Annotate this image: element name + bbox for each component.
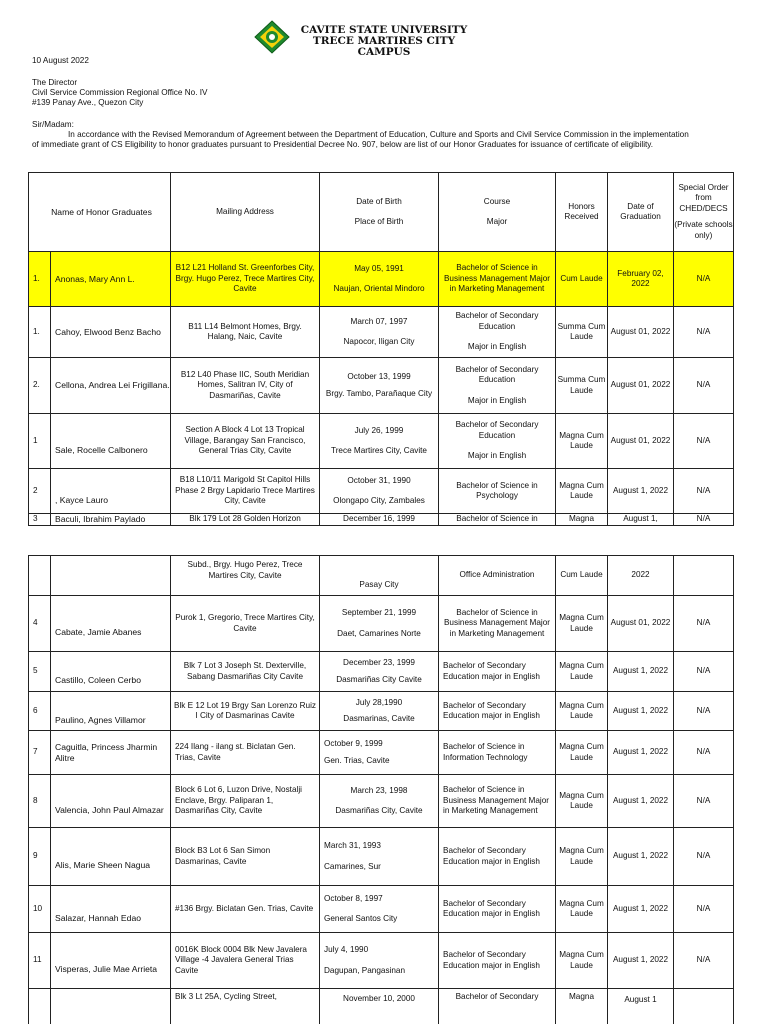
course-major: [439, 414, 556, 469]
table-row: [29, 775, 734, 828]
graduate-name: Caguitla, Princess Jharmin Alitre: [51, 731, 171, 775]
honors: Magna Cum Laude: [556, 414, 608, 469]
special-order: N/A: [674, 596, 734, 652]
row-number: 1.: [29, 307, 51, 358]
date-of-birth: July 4, 1990: [324, 945, 369, 954]
graduate-name: Anonas, Mary Ann L.: [51, 252, 171, 307]
course: Office Administration: [439, 556, 556, 596]
place-of-birth: Olongapo City, Zambales: [333, 496, 425, 505]
date-of-birth: March 23, 1998: [350, 785, 408, 795]
university-seal-icon: [254, 20, 290, 54]
place-of-birth: Napocor, Iligan City: [343, 337, 415, 346]
table-header-row: [29, 173, 734, 252]
date-of-birth: March 07, 1997: [350, 316, 408, 326]
major: Major in English: [467, 451, 527, 461]
graduation-date: August 1, 2022: [608, 886, 674, 933]
header-date-grad: Date of Graduation: [608, 173, 674, 252]
table-row: [29, 731, 734, 775]
letter-date: 10 August 2022: [32, 56, 89, 65]
mailing-address: B11 L14 Belmont Homes, Brgy. Halang, Naic, Cavite: [171, 307, 320, 358]
university-name: CAVITE STATE UNIVERSITY: [300, 24, 468, 36]
graduation-date: August 1, 2022: [608, 731, 674, 775]
special-order: N/A: [674, 692, 734, 731]
table-row: [29, 933, 734, 989]
mailing-address: Blk E 12 Lot 19 Brgy San Lorenzo Ruiz I City of Dasmarinas Cavite: [171, 692, 320, 731]
mailing-address: Subd., Brgy. Hugo Perez, Trece Martires City, Cavite: [171, 556, 320, 596]
birth-info: [320, 731, 439, 775]
course: Bachelor of Secondary Education major in English: [439, 933, 556, 989]
birth-info: [320, 252, 439, 307]
graduate-name: [51, 828, 171, 886]
special-order: N/A: [674, 414, 734, 469]
course-major: [439, 358, 556, 414]
row-number: 3: [29, 514, 51, 526]
place-of-birth: Dagupan, Pangasinan: [324, 965, 406, 975]
special-order: N/A: [674, 514, 734, 526]
date-of-birth: March 31, 1993: [324, 841, 381, 850]
graduation-date: August 01, 2022: [608, 414, 674, 469]
header-so: Special Order from CHED/DECS: [678, 182, 729, 213]
graduate-name-text: Alis, Marie Sheen Nagua: [55, 860, 151, 871]
row-number: 5: [29, 652, 51, 692]
table-row: [29, 252, 734, 307]
recipient-office: Civil Service Commission Regional Office No. IV: [32, 88, 208, 97]
graduate-name: Baculi, Ibrahim Paylado: [51, 514, 171, 526]
honors: Magna Cum Laude: [556, 933, 608, 989]
graduation-date: August 01, 2022: [608, 307, 674, 358]
special-order: N/A: [674, 933, 734, 989]
honors: Magna Cum Laude: [556, 652, 608, 692]
graduation-date: August 1, 2022: [608, 469, 674, 514]
date-of-birth: September 21, 1999: [341, 608, 417, 617]
table-row: [29, 556, 734, 596]
header-major: Major: [486, 217, 508, 226]
date-of-birth: July 28,1990: [355, 697, 403, 707]
mailing-address: 0016K Block 0004 Blk New Javalera Village -4 Javalera General Trias Cavite: [171, 933, 320, 989]
course: Bachelor of Secondary: [439, 989, 556, 1024]
header-honors: Honors Received: [556, 173, 608, 252]
row-number: 2: [29, 469, 51, 514]
honors: Magna Cum Laude: [556, 886, 608, 933]
honors: Magna: [556, 514, 608, 526]
header-dob: Date of Birth: [356, 196, 402, 206]
graduate-name: [51, 469, 171, 514]
place-of-birth: Naujan, Oriental Mindoro: [333, 284, 425, 293]
course: Bachelor of Secondary Education major in English: [439, 886, 556, 933]
special-order: N/A: [674, 775, 734, 828]
course: Bachelor of Science in Psychology: [439, 469, 556, 514]
honors: Magna Cum Laude: [556, 596, 608, 652]
mailing-address: Blk 7 Lot 3 Joseph St. Dexterville, Sabang Dasmariñas City Cavite: [171, 652, 320, 692]
row-number: 11: [29, 933, 51, 989]
graduation-date: February 02, 2022: [608, 252, 674, 307]
graduate-name: Cellona, Andrea Lei Frigillana.: [51, 358, 171, 414]
table-row: [29, 596, 734, 652]
header-special-order: [674, 173, 734, 252]
table-row: [29, 652, 734, 692]
special-order: N/A: [674, 731, 734, 775]
graduation-date: August 01, 2022: [608, 596, 674, 652]
row-number: 7: [29, 731, 51, 775]
salutation: Sir/Madam:: [32, 120, 74, 129]
graduate-name-text: , Kayce Lauro: [55, 494, 109, 505]
birth-info: [320, 775, 439, 828]
honors: Magna Cum Laude: [556, 731, 608, 775]
table-row: [29, 307, 734, 358]
special-order: [674, 989, 734, 1024]
date-of-birth: May 05, 1991: [354, 263, 404, 273]
place-of-birth: Trece Martires City, Cavite: [331, 446, 427, 455]
row-number: 1: [29, 414, 51, 469]
mailing-address: B12 L21 Holland St. Greenforbes City, Brgy. Hugo Perez, Trece Martires City, Cavite: [171, 252, 320, 307]
graduation-date: 2022: [608, 556, 674, 596]
course: Bachelor of Secondary Education major in English: [439, 652, 556, 692]
place-of-birth: Gen. Trias, Cavite: [324, 755, 390, 765]
date-of-birth: October 31, 1990: [347, 475, 411, 485]
major: Major in English: [467, 395, 527, 405]
letterhead: [0, 20, 768, 60]
recipient-title: The Director: [32, 78, 78, 87]
honors: Cum Laude: [556, 556, 608, 596]
graduation-date: August 1, 2022: [608, 775, 674, 828]
honors: Summa Cum Laude: [556, 307, 608, 358]
honors: Magna Cum Laude: [556, 828, 608, 886]
graduate-name: [51, 886, 171, 933]
date-of-birth: October 8, 1997: [324, 893, 383, 903]
special-order: N/A: [674, 652, 734, 692]
honors: Cum Laude: [556, 252, 608, 307]
graduation-date: August 1, 2022: [608, 652, 674, 692]
row-number: 2.: [29, 358, 51, 414]
birth-info: [320, 652, 439, 692]
mailing-address: 224 Ilang - ilang st. Biclatan Gen. Trias, Cavite: [171, 731, 320, 775]
mailing-address: Block B3 Lot 6 San Simon Dasmarinas, Cavite: [171, 828, 320, 886]
special-order: N/A: [674, 828, 734, 886]
special-order: [674, 556, 734, 596]
special-order: N/A: [674, 252, 734, 307]
course: Bachelor of Science in: [439, 514, 556, 526]
row-number: 9: [29, 828, 51, 886]
course: Bachelor of Secondary Education: [455, 420, 539, 440]
birth-info: [320, 886, 439, 933]
special-order: N/A: [674, 358, 734, 414]
date-of-birth: October 13, 1999: [347, 372, 411, 381]
header-private: (Private schools only): [674, 220, 733, 240]
mailing-address: Block 6 Lot 6, Luzon Drive, Nostalji Enclave, Brgy. Paliparan 1, Dasmariñas City, Cavite: [171, 775, 320, 828]
date-of-birth: July 26, 1999: [354, 425, 404, 435]
birth-info: [320, 414, 439, 469]
birth-info: [320, 307, 439, 358]
honors: Magna Cum Laude: [556, 469, 608, 514]
place-of-birth: Camarines, Sur: [324, 861, 381, 871]
graduation-date: August 1, 2022: [608, 933, 674, 989]
graduate-name-text: Salazar, Hannah Edao: [55, 912, 142, 923]
place-of-birth: Dasmarinas, Cavite: [343, 714, 415, 723]
major: Major in English: [467, 342, 527, 352]
honors: Magna: [556, 989, 608, 1024]
graduate-name-text: Castillo, Coleen Cerbo: [55, 675, 141, 686]
campus-name: TRECE MARTIRES CITY CAMPUS: [312, 35, 456, 58]
graduate-name: [51, 652, 171, 692]
course: Bachelor of Science in Information Technology: [439, 731, 556, 775]
honor-graduates-table-2: [28, 555, 734, 1024]
graduation-date: August 1,: [608, 514, 674, 526]
row-number: 6: [29, 692, 51, 731]
mailing-address: B12 L40 Phase IIC, South Meridian Homes, Salitran IV, City of Dasmariñas, Cavite: [171, 358, 320, 414]
date-of-birth: December 23, 1999: [343, 658, 415, 667]
special-order: N/A: [674, 886, 734, 933]
graduation-date: August 1: [608, 989, 674, 1024]
honors: Magna Cum Laude: [556, 775, 608, 828]
birth-info: [320, 933, 439, 989]
graduate-name: Cahoy, Elwood Benz Bacho: [51, 307, 171, 358]
course: Bachelor of Science in Business Management Major in Marketing Management: [439, 252, 556, 307]
birth-info: [320, 358, 439, 414]
row-number: 8: [29, 775, 51, 828]
graduate-name-text: Paulino, Agnes Villamor: [55, 714, 146, 725]
header-name: Name of Honor Graduates: [29, 173, 171, 252]
row-number: [29, 989, 51, 1024]
honors: Magna Cum Laude: [556, 692, 608, 731]
course: Bachelor of Science in Business Management Major in Marketing Management: [439, 775, 556, 828]
table-row: [29, 469, 734, 514]
birth-info: [320, 469, 439, 514]
date-of-birth: November 10, 2000: [320, 989, 439, 1024]
mailing-address: #136 Brgy. Biclatan Gen. Trias, Cavite: [171, 886, 320, 933]
row-number: 10: [29, 886, 51, 933]
table-row: [29, 989, 734, 1024]
graduate-name-text: Valencia, John Paul Almazar: [55, 804, 164, 815]
date-of-birth: October 9, 1999: [324, 739, 383, 748]
row-number: 4: [29, 596, 51, 652]
header-course-major: [439, 173, 556, 252]
header-course: Course: [483, 196, 511, 206]
mailing-address: Section A Block 4 Lot 13 Tropical Village, Barangay San Francisco, General Trias City, Cavite: [171, 414, 320, 469]
letterhead-title: [296, 25, 472, 58]
table-row: [29, 692, 734, 731]
special-order: N/A: [674, 307, 734, 358]
special-order: N/A: [674, 469, 734, 514]
graduate-name: [51, 596, 171, 652]
graduate-name-text: Cabate, Jamie Abanes: [55, 627, 142, 638]
row-number: 1.: [29, 252, 51, 307]
graduation-date: August 01, 2022: [608, 358, 674, 414]
place-of-birth: Dasmariñas City, Cavite: [335, 806, 423, 815]
course: Bachelor of Science in Business Management Major in Marketing Management: [439, 596, 556, 652]
place-of-birth: Brgy. Tambo, Parañaque City: [325, 388, 433, 398]
place-of-birth: Pasay City: [320, 556, 439, 596]
recipient-address: #139 Panay Ave., Quezon City: [32, 98, 144, 107]
course: Bachelor of Secondary Education: [455, 364, 539, 385]
table-row: [29, 886, 734, 933]
table-row: [29, 358, 734, 414]
graduate-name-text: Visperas, Julie Mae Arrieta: [55, 964, 158, 975]
graduate-name: [51, 556, 171, 596]
date-of-birth: December 16, 1999: [320, 514, 439, 526]
body-line-1: In accordance with the Revised Memorandum of Agreement between the Department of Education, Culture and Sports and Civil Service Commission in the implementation: [68, 130, 689, 139]
graduate-name: [51, 414, 171, 469]
mailing-address: B18 L10/11 Marigold St Capitol Hills Phase 2 Brgy Lapidario Trece Martires City, Cavite: [171, 469, 320, 514]
graduate-name: [51, 775, 171, 828]
graduate-name: [51, 933, 171, 989]
table-row: [29, 514, 734, 526]
course-major: [439, 307, 556, 358]
place-of-birth: Dasmariñas City Cavite: [336, 674, 422, 684]
body-line-2: of immediate grant of CS Eligibility to honor graduates pursuant to Presidential Decree No. 907, below are list of our Honor Graduates for issuance of certificate of eligibility.: [32, 140, 654, 149]
header-dob-pob: [320, 173, 439, 252]
mailing-address: Blk 179 Lot 28 Golden Horizon: [171, 514, 320, 526]
table-row: [29, 828, 734, 886]
birth-info: [320, 692, 439, 731]
mailing-address: Blk 3 Lt 25A, Cycling Street,: [171, 989, 320, 1024]
place-of-birth: General Santos City: [324, 914, 398, 923]
birth-info: [320, 596, 439, 652]
header-address: Mailing Address: [171, 173, 320, 252]
graduation-date: August 1, 2022: [608, 828, 674, 886]
header-pob: Place of Birth: [354, 217, 404, 226]
birth-info: [320, 828, 439, 886]
course: Bachelor of Secondary Education major in English: [439, 692, 556, 731]
course: Bachelor of Secondary Education major in English: [439, 828, 556, 886]
graduation-date: August 1, 2022: [608, 692, 674, 731]
graduate-name-text: Sale, Rocelle Calbonero: [55, 444, 148, 455]
mailing-address: Purok 1, Gregorio, Trece Martires City, Cavite: [171, 596, 320, 652]
honor-graduates-table-1: [28, 172, 734, 526]
place-of-birth: Daet, Camarines Norte: [337, 628, 421, 638]
letter-body: [32, 56, 742, 150]
graduate-name: [51, 692, 171, 731]
table-row: [29, 414, 734, 469]
row-number: [29, 556, 51, 596]
honors: Summa Cum Laude: [556, 358, 608, 414]
course: Bachelor of Secondary Education: [455, 311, 539, 331]
graduate-name: [51, 989, 171, 1024]
